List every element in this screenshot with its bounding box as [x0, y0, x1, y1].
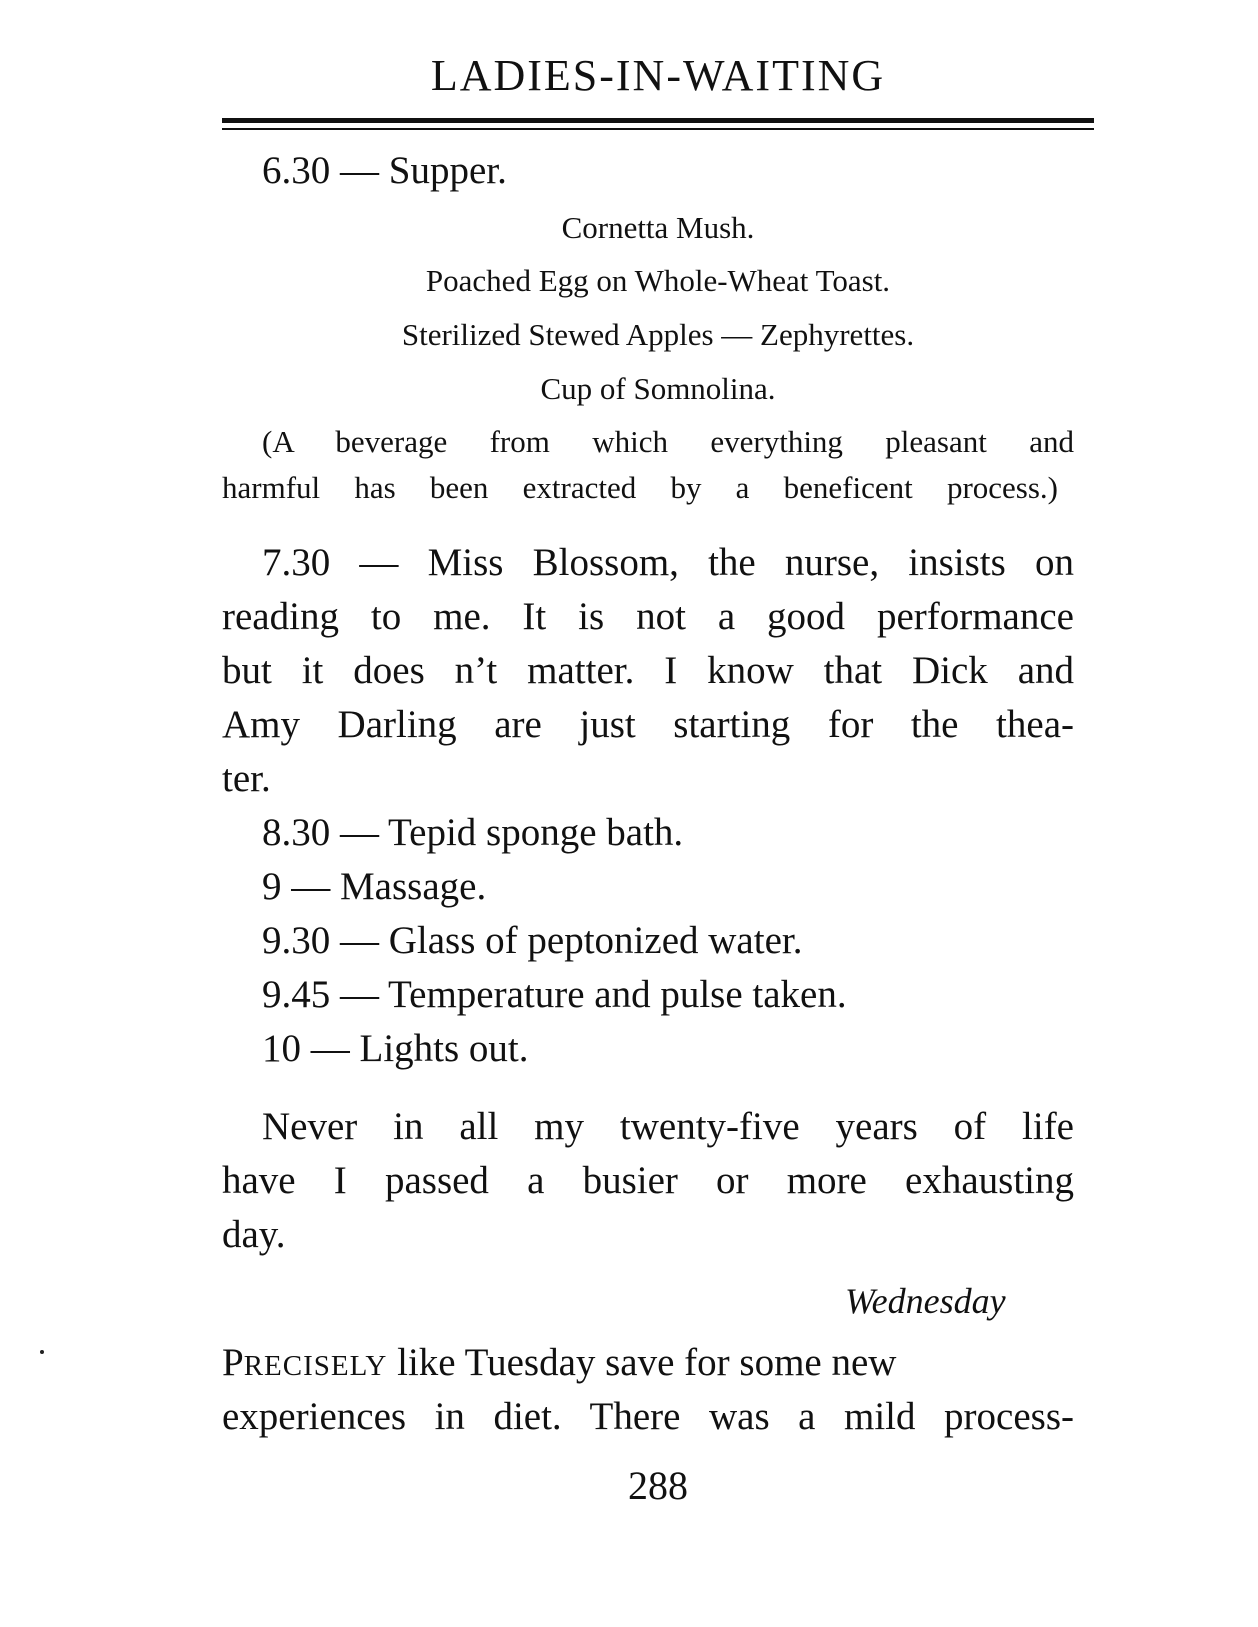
paragraph-line: reading to me. It is not a good performance — [222, 595, 1074, 638]
paragraph-line: but it does n’t matter. I know that Dick and — [222, 649, 1074, 692]
paragraph-line: ter. — [222, 757, 271, 800]
day-heading: Wednesday — [845, 1281, 1006, 1321]
paragraph-line: Amy Darling are just starting for the thea- — [222, 703, 1074, 746]
paragraph-line: day. — [222, 1213, 286, 1256]
schedule-item: 10 — Lights out. — [262, 1027, 529, 1070]
schedule-item: 8.30 — Tepid sponge bath. — [262, 811, 684, 854]
paragraph-line: Never in all my twenty-five years of life — [262, 1105, 1074, 1148]
running-head: LADIES-IN-WAITING — [430, 51, 886, 100]
page-number: 288 — [628, 1463, 688, 1508]
paragraph-text: like Tuesday save for some new — [387, 1341, 897, 1384]
ink-speck — [40, 1350, 44, 1354]
small-caps-rest: RECISELY — [243, 1350, 388, 1382]
schedule-supper: 6.30 — Supper. — [262, 149, 507, 192]
paragraph-line: have I passed a busier or more exhausting — [222, 1159, 1074, 1202]
menu-item: Poached Egg on Whole-Wheat Toast. — [425, 263, 891, 298]
menu-item: Cornetta Mush. — [561, 210, 755, 245]
header-rule-thin — [222, 128, 1094, 130]
menu-item: Cup of Somnolina. — [540, 371, 776, 406]
paragraph-line — [222, 1340, 896, 1385]
small-caps-initial: P — [222, 1341, 244, 1384]
header-rule-thick — [222, 118, 1094, 123]
paragraph-line: experiences in diet. There was a mild process- — [222, 1395, 1074, 1438]
schedule-item: 9 — Massage. — [262, 865, 487, 908]
schedule-item: 9.30 — Glass of peptonized water. — [262, 919, 803, 962]
paragraph-line: 7.30 — Miss Blossom, the nurse, insists on — [262, 541, 1074, 584]
schedule-item: 9.45 — Temperature and pulse taken. — [262, 973, 847, 1016]
beverage-note-line: harmful has been extracted by a beneficent process.) — [222, 470, 1058, 505]
menu-item: Sterilized Stewed Apples — Zephyrettes. — [401, 317, 915, 352]
beverage-note-line: (A beverage from which everything pleasant and — [262, 424, 1074, 459]
